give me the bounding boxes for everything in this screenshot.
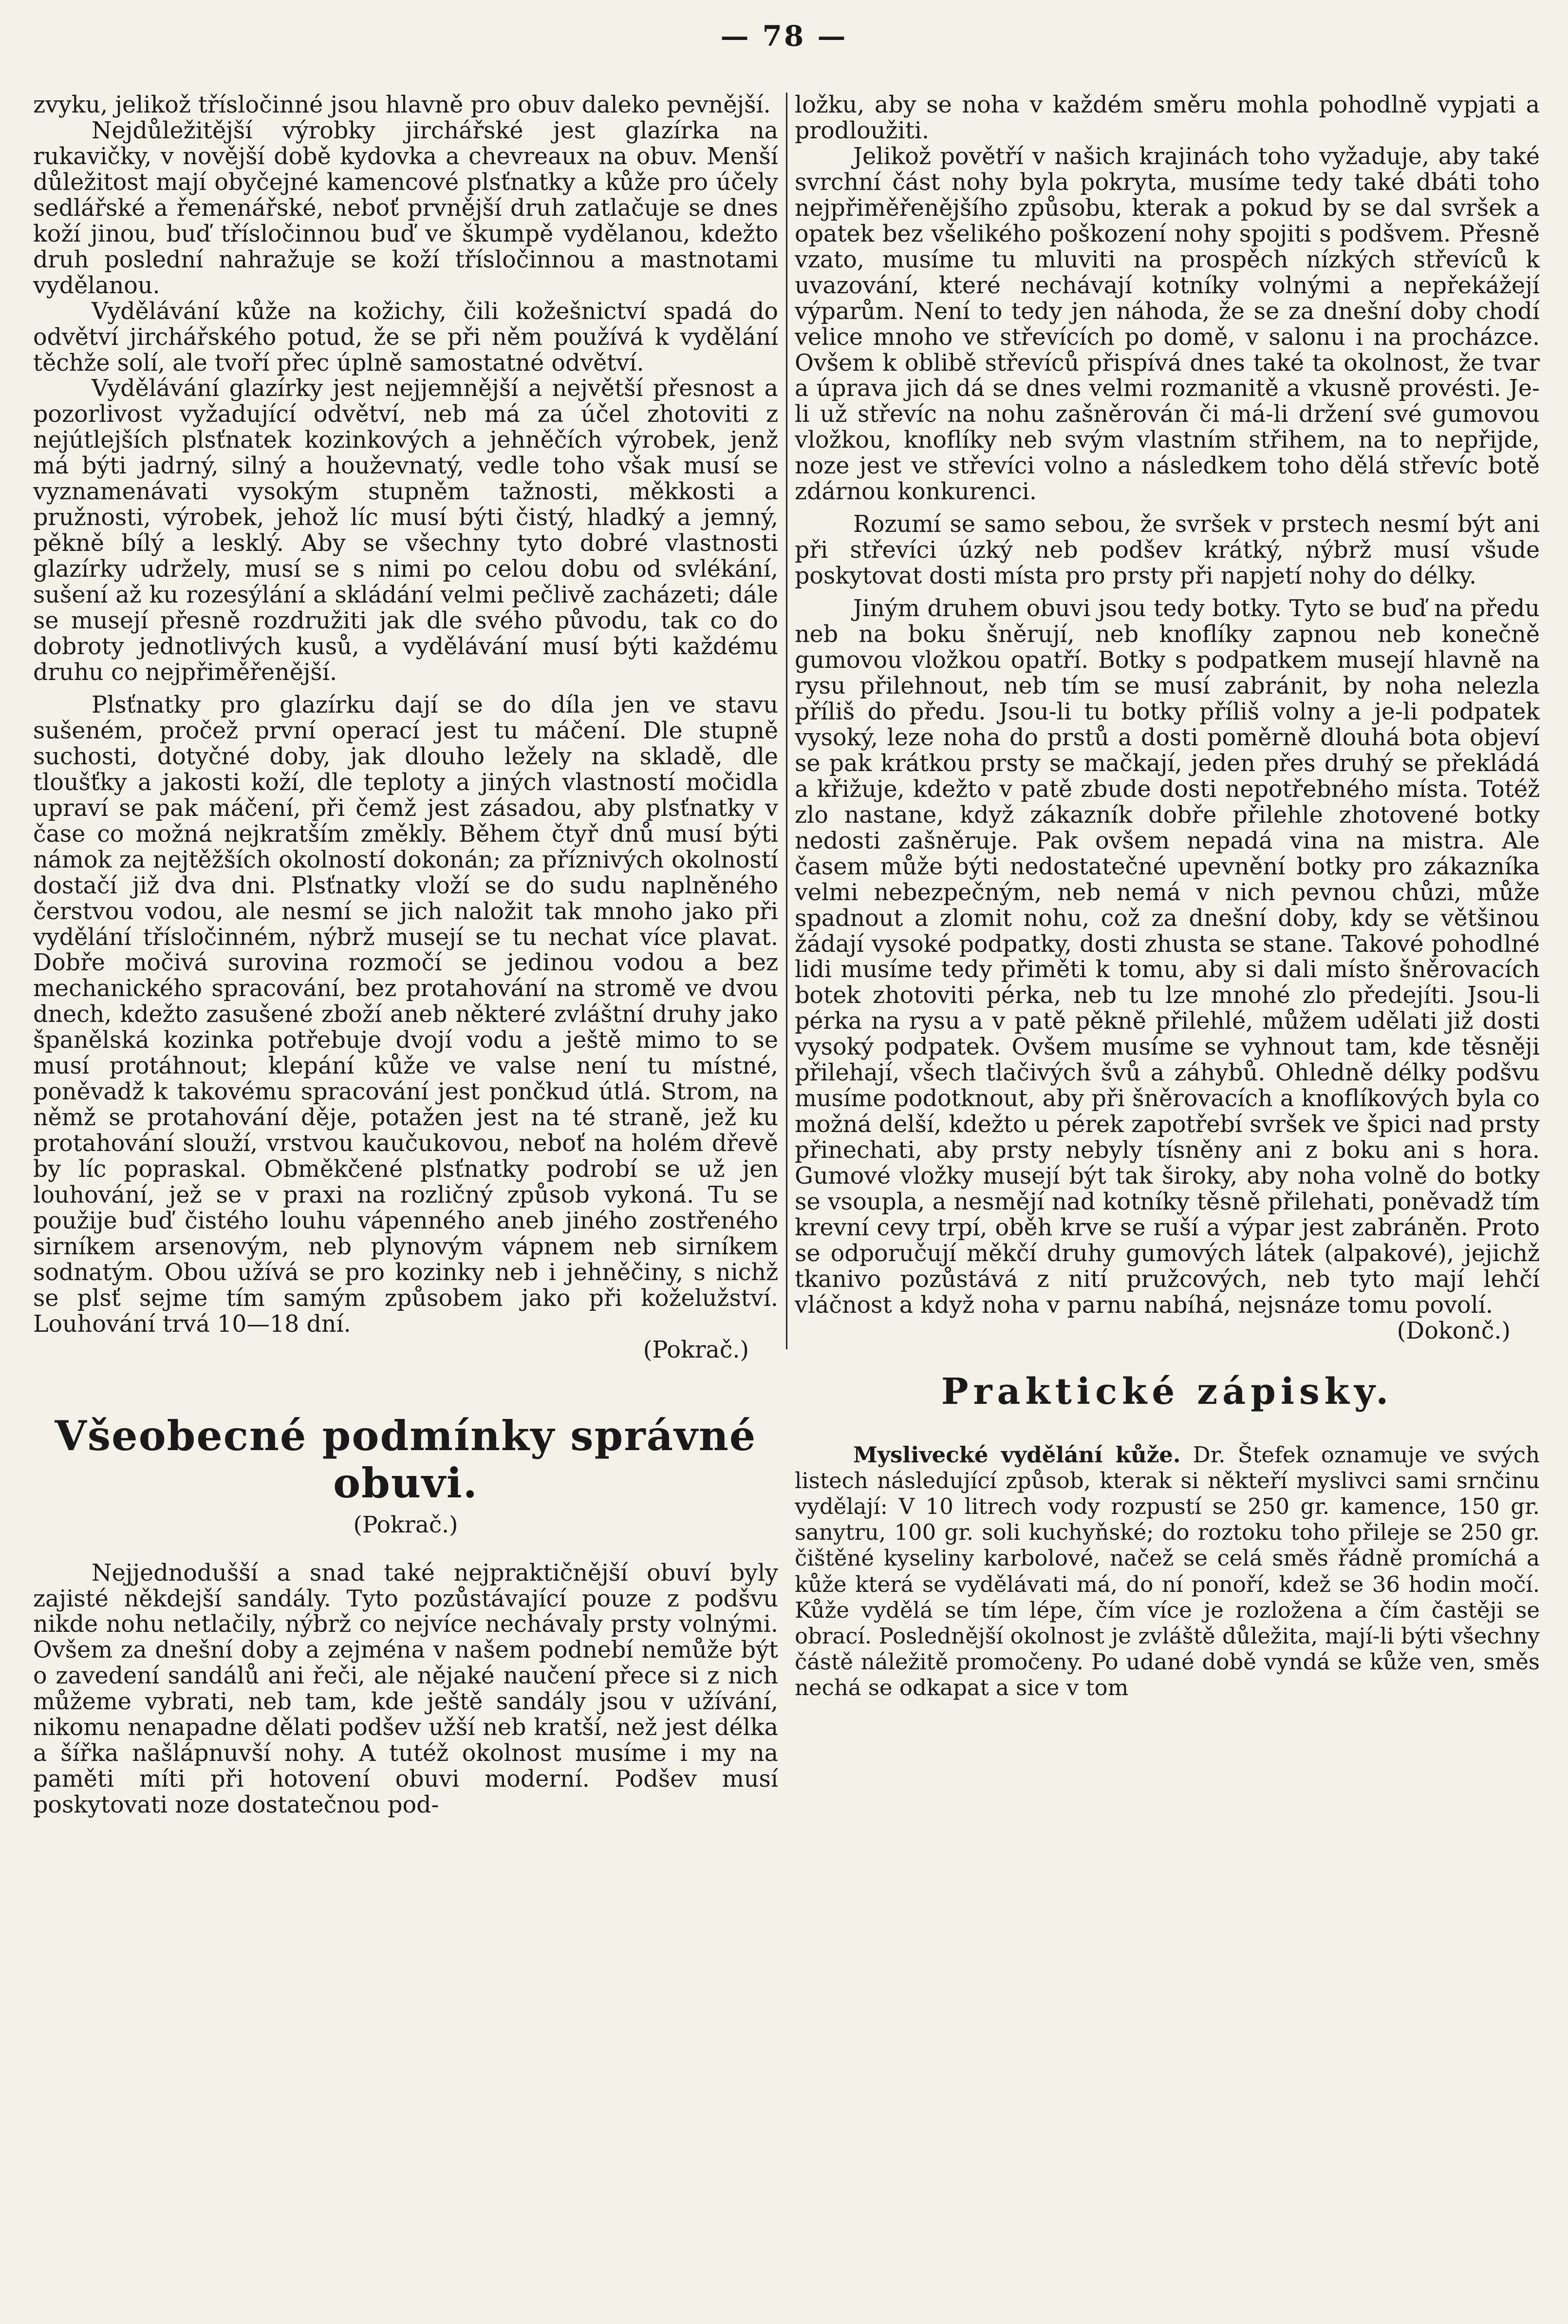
column-divider — [786, 93, 787, 1349]
left-column — [33, 93, 778, 1363]
section-paragraph: Nejjednodušší a snad také nejpraktičnější obuví byly zajisté někdejší sandály. Tyto pozůstávající pouze z podšvu nikde nohu netlačily, nýbrž co nejvíce nechávaly prsty volnými. Ovšem za dnešní doby a zejména v našem podnebí nemůže být o zavedení sandálů ani řeči, ale nějaké naučení přece si z nich můžeme vybrati, neb tam, kde ještě sandály jsou v užívání, nikomu nenapadne dělati podšev užší neb kratší, než jest délka a šířka našlápnuvší nohy. A tutéž okolnost musíme i my na paměti míti při hotovení obuvi moderní. Podšev musí poskytovati noze dostatečnou pod- — [33, 1559, 778, 1819]
right-concluded-row — [795, 1319, 1540, 1344]
left-continued-row — [33, 1338, 778, 1363]
right-paragraph: Jelikož povětří v našich krajinách toho vyžaduje, aby také svrchní část nohy byla pokryta, musíme tedy také dbáti toho nejpřiměřenějšího způsobu, kterak a pokud by se dal svršek a opatek bez všelikého poškození nohy spojiti s podšvem. Přesně vzato, musíme tu mluviti na prospěch nízkých střevíců k uvazování, které nechávají kotníky volnými a nepřekážejí výparům. Není to tedy jen náhoda, že se za dnešní doby chodí velice mnoho ve střevících po domě, v salonu i na procházce. Ovšem k oblibě střevíců přispívá dnes také ta okolnost, že tvar a úprava jich dá se dnes velmi rozmanitě a vkusně provésti. Je-li už střevíc na nohu zašněrován či má-li držení své gumovou vložkou, knoflíky neb svým vlastním střihem, na to nepřijde, noze jest ve střevíci volno a následkem toho dělá střevíc botě zdárnou konkurenci. — [795, 143, 1540, 506]
section-title: Praktické zápisky. — [941, 1371, 1394, 1413]
continued-note: (Pokrač.) — [643, 1336, 749, 1363]
right-paragraph: ložku, aby se noha v každém směru mohla pohodlně vypjati a prodloužiti. — [795, 92, 1540, 144]
left-paragraph: zvyku, jelikož třísločinné jsou hlavně pro obuv daleko pevnější. — [33, 92, 771, 118]
section-subtitle: (Pokrač.) — [353, 1512, 458, 1539]
left-paragraph: Plsťnatky pro glazírku dají se do díla jen ve stavu sušeném, pročež první operací jest tu máčení. Dle stupně suchosti, dotyčné doby, jak dlouho ležely na skladě, dle tloušťky a jakosti koží, dle teploty a jiných vlastností močidla upraví se pak máčení, při čemž jest zásadou, aby plsťnatky v čase co možná nejkratším změkly. Během čtyř dnů musí býti námok za nejtěžších okolností dokonán; za příznivých okolností dostačí již dva dni. Plsťnatky vloží se do sudu naplněného čerstvou vodou, ale nesmí se jich naložit tak mnoho jako při vydělání třísločinném, nýbrž musejí se tu nechat více plavat. Dobře močivá surovina rozmočí se jedinou vodou a bez mechanického spracování, bez protahování na stromě ve dvou dnech, kdežto zasušené zboží aneb některé zvláštní druhy jako španělská kozinka potřebuje dvojí vodu a ještě mimo to se musí protáhnout; klepání kůže ve valse není tu místné, poněvadž k takovému spracování jest pončkud útlá. Strom, na němž se protahování děje, potažen jest na té straně, jež ku protahování slouží, vrstvou kaučukovou, neboť na holém dřevě by líc popraskal. Obměkčené plsťnatky podrobí se už jen louhování, jež se v praxi na rozličný způsob vykoná. Tu se použije buď čistého louhu vápenného aneb jiného zostřeného sirníkem arsenovým, neb plynovým vápnem neb sirníkem sodnatým. Obou užívá se pro kozinky neb i jehněčiny, s nichž se plsť sejme tím samým způsobem jako při koželužství. Louhování trvá 10—18 dní. — [33, 691, 778, 1338]
left-paragraph: Vydělávání glazírky jest nejjemnější a největší přesnost a pozorlivost vyžadující odvětví, neb má za účel zhotoviti z nejútlejších plsťnatek kozinkových a jehněčích výrobek, jenž má býti jadrný, silný a houževnatý, vedle toho však musí se vyznamenávati vysokým stupněm tažnosti, měkkosti a pružnosti, výrobek, jehož líc musí býti čistý, hladký a jemný, pěkně bílý a lesklý. Aby se všechny tyto dobré vlastnosti glazírky udržely, musí se s nimi po celou dobu od svlékání, sušení až ku rozesýlání a skládání velmi pečlivě zacházeti; dále se musejí přesně rozdružiti jak dle svého původu, tak co do dobroty jednotlivých kusů, a vydělávání musí býti každému druhu co nejpřiměřenější. — [33, 375, 778, 686]
section-title: Všeobecné podmínky správné obuvi. — [55, 1412, 757, 1507]
left-paragraph: Nejdůležitější výrobky jirchářské jest glazírka na rukavičky, v novější době kydovka a chevreaux na obuv. Menší důležitost mají obyčejné kamencové plsťnatky a kůže pro účely sedlářské a řemenářské, neboť prvnější druh zatlačuje se dnes koží jinou, buď třísločinnou buď ve škumpě vydělanou, kdežto druh poslední nahražuje se koží třísločinnou a mastnotami vydělanou. — [33, 117, 778, 299]
lead-heading: Myslivecké vydělání kůže. — [853, 1442, 1181, 1468]
section-text: Dr. Štefek oznamuje ve svých listech následující způsob, kterak si někteří myslivci sami srnčinu vydělají: V 10 litrech vody rozpustí se 250 gr. kamence, 150 gr. sanytru, 100 gr. soli kuchyňské; do roztoku toho přileje se 250 gr. čištěné kyseliny karbolové, načež se celá směs řádně promíchá a kůže která se vydělávati má, do ní ponoří, kdež se 36 hodin močí. Kůže vydělá se tím lépe, čím více je rozložena a čím častěji se obrací. Poslednější okolnost je zvláště důležita, mají-li býti všechny částě náležitě promočeny. Po udané době vyndá se kůže ven, směs nechá se odkapat a sice v tom — [795, 1442, 1540, 1700]
concluded-note: (Dokonč.) — [1397, 1317, 1511, 1344]
page-number: — 78 — — [720, 19, 848, 53]
left-paragraph: Vydělávání kůže na kožichy, čili kožešnictví spadá do odvětví jirchářského potud, že se při něm používá k vydělání těchže solí, ale tvoří přec úplně samostatné odvětví. — [33, 298, 778, 377]
section-paragraph — [795, 1442, 1540, 1700]
article-general-conditions — [33, 1413, 778, 1818]
right-paragraph: Rozumí se samo sebou, že svršek v prstech nesmí být ani při střevíci úzký neb podšev krátký, nýbrž musí všude poskytovat dosti místa pro prsty při napjetí nohy do délky. — [795, 511, 1540, 590]
right-column — [795, 93, 1540, 1344]
article-practical-notes — [795, 1371, 1540, 1700]
right-paragraph: Jiným druhem obuvi jsou tedy botky. Tyto se buď na předu neb na boku šněrují, neb knoflíky zapnou neb konečně gumovou vložkou opatří. Botky s podpatkem musejí hlavně na rysu přilehnout, neb tím se musí zabránit, by noha nelezla příliš do předu. Jsou-li tu botky příliš volny a je-li podpatek vysoký, leze noha do prstů a dosti poměrně dlouhá bota objeví se pak krátkou prsty se mačkají, jeden přes druhý se překládá a křižuje, kdežto v patě zbude dosti nepotřebného místa. Totéž zlo nastane, když zákazník dobře přilehle zhotovené botky nedosti zašněruje. Pak ovšem nepadá vina na mistra. Ale časem může býti nedostatečné upevnění botky pro zákazníka velmi nebezpečným, neb nemá v nich pevnou chůzi, může spadnout a zlomit nohu, což za dnešní doby, kdy se většinou žádají vysoké podpatky, dosti zhusta se stane. Takové pohodlné lidi musíme tedy přiměti k tomu, aby si dali místo šněrovacích botek zhotoviti pérka, neb tu lze mnohé zlo předejíti. Jsou-li pérka na rysu a v patě pěkně přilehlé, můžem udělati již dosti vysoký podpatek. Ovšem musíme se vyhnout tam, kde těsněji přilehají, všech tlačivých švů a záhybů. Ohledně délky podšvu musíme podotknout, aby při šněrovacích a knoflíkových byla co možná delší, kdežto u pérek zapotřebí svršek ve špici nad prsty přinechati, aby prsty nebyly tísněny ani z boku ani s hora. Gumové vložky musejí být tak široky, aby noha volně do botky se vsoupla, a nesmějí nad kotníky těsně přilehati, poněvadž tím krevní cevy trpí, oběh krve se ruší a výpar jest zabráněn. Proto se odporučují měkčí druhy gumových látek (alpakové), jejichž tkanivo pozůstává z nití pružcových, neb tyto mají lehčí vláčnost a když noha v parnu nabíhá, nejsnáze tomu povolí. — [795, 595, 1540, 1319]
